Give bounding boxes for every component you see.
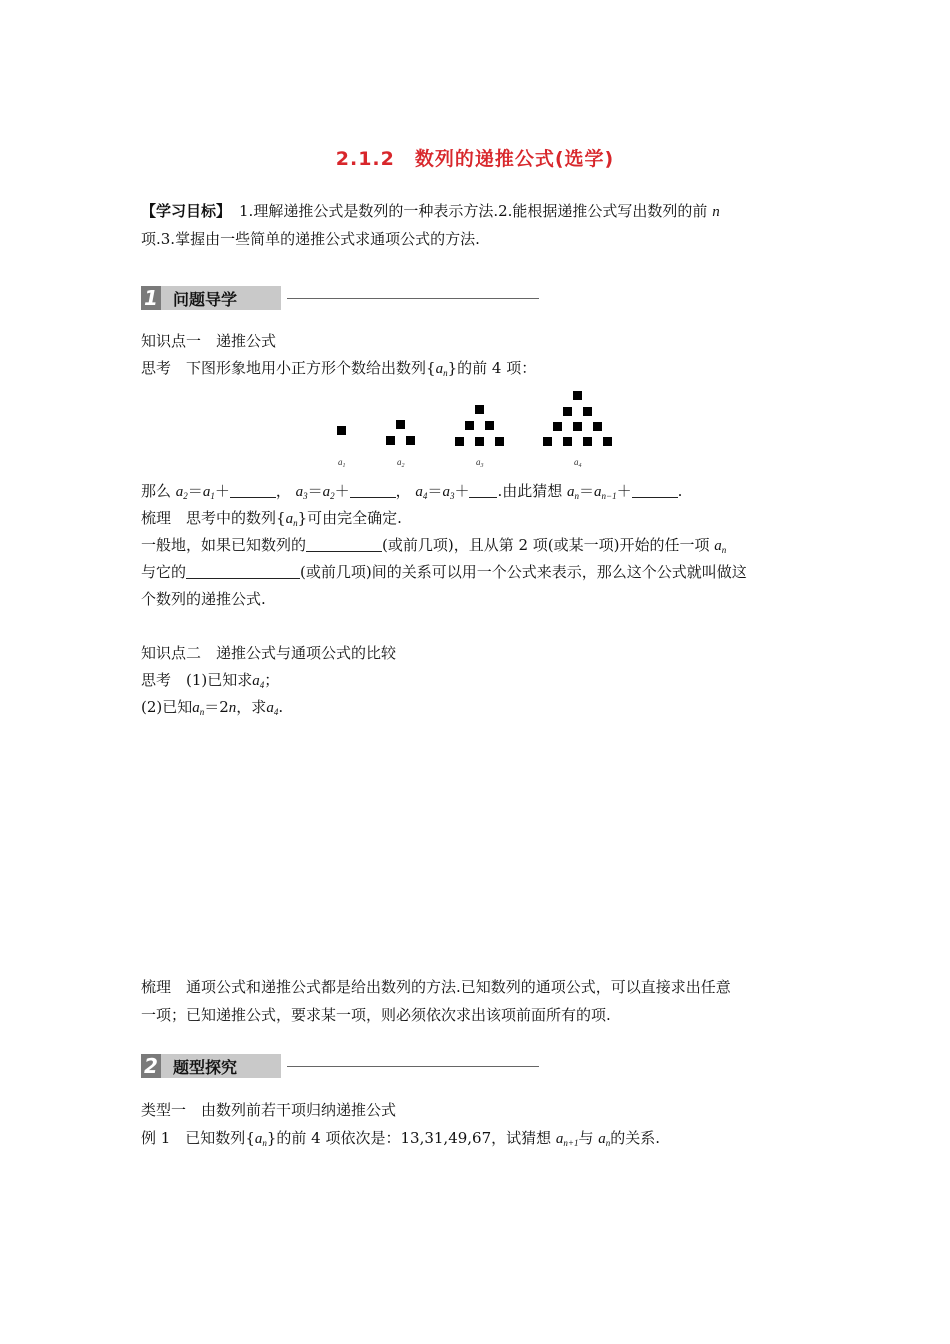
square-pattern-figure — [320, 388, 620, 470]
blank-6[interactable] — [186, 564, 300, 579]
section-header-2 — [141, 1053, 539, 1079]
kp1-fill-line: 那么 $a_2=a_1+$ ， $a_3=a_2+$ ， $a_4=a_3+$ .由此猜想 $a_n=a_{n-1}+$ . — [141, 482, 683, 501]
kp1-think-suffix: 的前 4 项： — [457, 359, 537, 377]
square — [543, 437, 552, 446]
kp1-heading: 知识点一 递推公式 — [141, 332, 277, 350]
objectives-text-1: 1.理解递推公式是数列的一种表示方法.2.能根据递推公式写出数列的前 — [239, 202, 708, 220]
general-2b: (或前几项)间的关系可以用一个公式来表示，那么这个公式就叫做这 — [300, 563, 747, 581]
objectives-line-1 — [141, 200, 720, 223]
figure-group-a3 — [455, 405, 504, 446]
section-rule-1 — [287, 298, 539, 299]
kp2-think1-prefix: 思考 (1)已知求 — [141, 671, 253, 689]
section-rule-2 — [287, 1066, 539, 1067]
type1-heading: 类型一 由数列前若干项归纳递推公式 — [141, 1101, 397, 1119]
objectives-var-n: n — [712, 204, 720, 220]
fill-prefix: 那么 — [141, 482, 172, 500]
blank-2[interactable] — [350, 483, 396, 498]
page-title: 2.1.2 数列的递推公式(选学) — [335, 148, 615, 170]
square — [475, 437, 484, 446]
figure-group-a1 — [337, 426, 346, 435]
kp1-comb-suffix: 可由完全确定. — [307, 509, 402, 527]
square — [563, 407, 572, 416]
section-number-1: 1 — [141, 286, 161, 310]
square — [386, 436, 395, 445]
ex-suffix: 的关系. — [610, 1129, 661, 1147]
kp1-think-prefix: 思考 下图形象地用小正方形个数给出数列 — [141, 359, 427, 377]
figure-group-a4 — [543, 391, 612, 446]
ex-and: 与 — [578, 1129, 594, 1147]
figure-label-a3: $a_3$ — [476, 457, 484, 469]
square — [455, 437, 464, 446]
general-1a: 一般地，如果已知数列的 — [141, 536, 307, 554]
kp2-think2-prefix: (2)已知 — [141, 698, 193, 716]
square — [573, 422, 582, 431]
kp1-general-3: 个数列的递推公式. — [141, 590, 266, 608]
blank-3[interactable] — [469, 483, 497, 498]
square — [573, 391, 582, 400]
figure-group-a2 — [386, 420, 415, 445]
square — [553, 422, 562, 431]
square — [603, 437, 612, 446]
example-1: 例 1 已知数列$\{a_n\}$的前 4 项依次是：13,31,49,67，试猜想 $a_{n+1}$与 $a_n$的关系. — [141, 1129, 661, 1148]
kp2-think2-mid: ＝2 — [204, 698, 229, 716]
section-number-2: 2 — [141, 1054, 161, 1078]
blank-1[interactable] — [230, 483, 276, 498]
square — [583, 407, 592, 416]
kp2-think-2: (2)已知$a_n=2n$，求$a_4$. — [141, 698, 284, 717]
kp2-comb-1: 梳理 通项公式和递推公式都是给出数列的方法.已知数列的通项公式，可以直接求出任意 — [141, 978, 731, 996]
square — [583, 437, 592, 446]
square — [337, 426, 346, 435]
square — [406, 436, 415, 445]
figure-label-a4: $a_4$ — [574, 457, 582, 469]
kp1-general-2 — [141, 561, 747, 583]
kp2-think1-suffix: ； — [264, 671, 280, 689]
section-label-1: 问题导学 — [161, 286, 281, 310]
kp1-comb-prefix: 梳理 思考中的数列 — [141, 509, 277, 527]
kp2-comb-2: 一项；已知递推公式，要求某一项，则必须依次求出该项前面所有的项. — [141, 1006, 611, 1024]
square — [465, 421, 474, 430]
objectives-line-2: 项.3.掌握由一些简单的递推公式求通项公式的方法. — [141, 230, 480, 248]
ex-mid: 的前 4 项依次是：13,31,49,67，试猜想 — [276, 1129, 552, 1147]
blank-4[interactable] — [632, 483, 678, 498]
square — [563, 437, 572, 446]
square — [485, 421, 494, 430]
kp2-heading: 知识点二 递推公式与通项公式的比较 — [141, 644, 397, 662]
section-label-2: 题型探究 — [161, 1054, 281, 1078]
figure-label-a2: $a_2$ — [397, 457, 405, 469]
kp2-think2-suffix: ，求 — [236, 698, 267, 716]
objectives-label: 【学习目标】 — [141, 202, 232, 220]
section-header-1 — [141, 285, 539, 311]
general-1b: (或前几项)，且从第 2 项(或某一项)开始的任一项 — [382, 536, 710, 554]
ex-prefix: 例 1 已知数列 — [141, 1129, 246, 1147]
fill-guess: .由此猜想 — [497, 482, 563, 500]
square — [475, 405, 484, 414]
figure-label-a1: $a_1$ — [338, 457, 346, 469]
kp2-think-1: 思考 (1)已知求$a_4$； — [141, 671, 280, 690]
kp1-comb: 梳理 思考中的数列$\{a_n\}$可由完全确定. — [141, 509, 402, 528]
square — [593, 422, 602, 431]
square — [396, 420, 405, 429]
blank-5[interactable] — [306, 537, 382, 552]
square — [495, 437, 504, 446]
kp1-think: 思考 下图形象地用小正方形个数给出数列$\{a_n\}$的前 4 项： — [141, 359, 537, 378]
general-2a: 与它的 — [141, 563, 187, 581]
kp1-general-1: 一般地，如果已知数列的 (或前几项)，且从第 2 项(或某一项)开始的任一项 $a_n$ — [141, 536, 727, 555]
